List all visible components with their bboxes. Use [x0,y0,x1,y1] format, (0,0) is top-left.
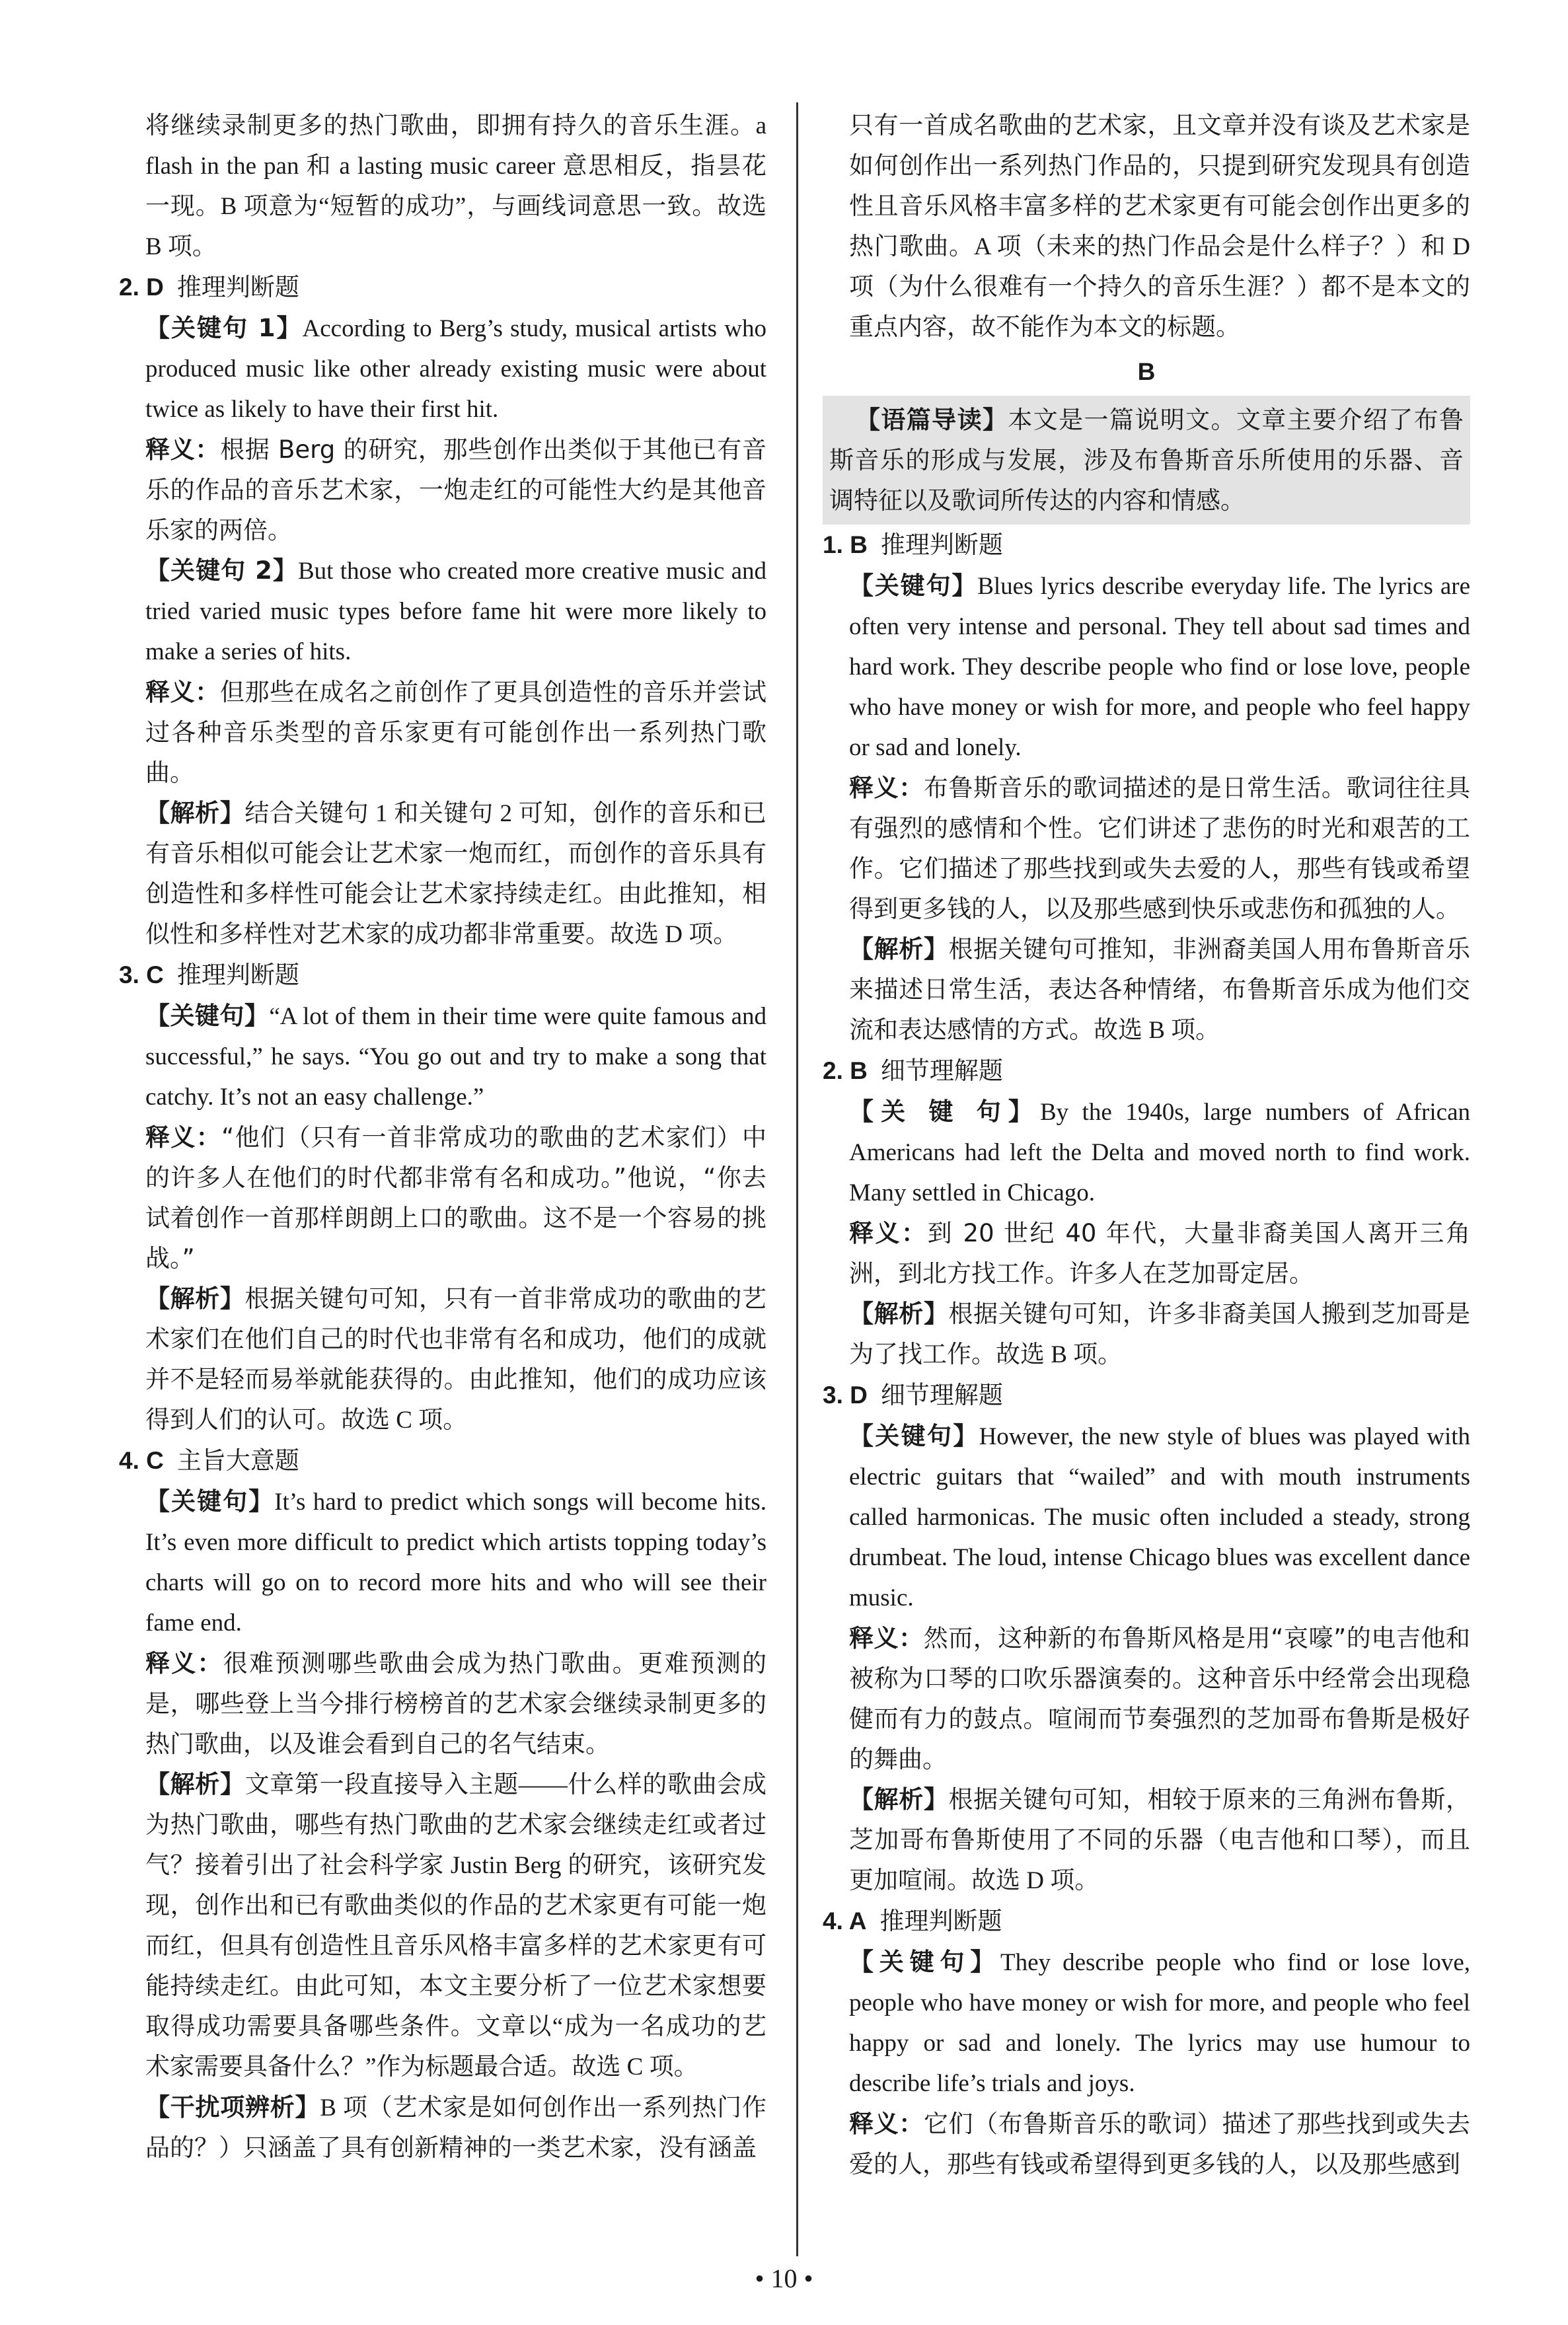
page-number: • 10 • [755,2264,813,2293]
b-question-2-heading: 2. B 细节理解题 [823,1056,1003,1085]
question-2-analysis: 【解析】结合关键句 1 和关键句 2 可知，创作的音乐和已有音乐相似可能会让艺术家一炮而红，而创作的音乐具有创造性和多样性可能会让艺术家持续走红。由此推知，相似性和多样性对艺术家的成功都非常重要。故选 D 项。 [145,799,767,948]
question-3-analysis: 【解析】根据关键句可知，只有一首非常成功的歌曲的艺术家们在他们自己的时代也非常有名和成功，他们的成就并不是轻而易举就能获得的。由此推知，他们的成功应该得到人们的认可。故选 C 项。 [145,1284,766,1434]
section-b-title: B [1137,358,1156,385]
b-question-2-explanation: 释义：到 20 世纪 40 年代，大量非裔美国人离开三角洲，到北方找工作。许多人在芝加哥定居。 [849,1219,1470,1288]
b-question-1-key-sentence: 【关键句】Blues lyrics describe everyday life. The lyrics are often very intense and personal. They tell about sad times and hard work. They describe people who find or lose love, people who have money or wish for more, and people who feel happy or sad and lonely. [849,572,1470,761]
key-sentence-2-explanation: 释义：但那些在成名之前创作了更具创造性的音乐并尝试过各种音乐类型的音乐家更有可能创作出一系列热门歌曲。 [145,678,766,787]
b-question-3-heading: 3. D 细节理解题 [823,1381,1003,1409]
b-question-4-heading: 4. A 推理判断题 [823,1907,1002,1935]
question-3-explanation: 释义：“他们（只有一首非常成功的歌曲的艺术家们）中的许多人在他们的时代都非常有名和成功。”他说，“你去试着创作一首那样朗朗上口的歌曲。这不是一个容易的挑战。” [145,1123,767,1273]
left-column [119,106,766,2168]
b-question-4-explanation: 释义：它们（布鲁斯音乐的歌词）描述了那些找到或失去爱的人，那些有钱或希望得到更多钱的人，以及那些感到 [849,2110,1470,2178]
question-3-key-sentence: 【关键句】“A lot of them in their time were quite famous and successful,” he says. “You go out and try to make a song that catchy. It’s not an easy challenge.” [145,1002,766,1111]
b-question-3-analysis: 【解析】根据关键句可知，相较于原来的三角洲布鲁斯，芝加哥布鲁斯使用了不同的乐器（电吉他和口琴），而且更加喧闹。故选 D 项。 [849,1785,1470,1894]
question-3-heading: 3. C 推理判断题 [119,961,299,989]
b-question-1-heading: 1. B 推理判断题 [823,531,1003,559]
question-4-distractor-analysis: 【干扰项辨析】B 项（艺术家是如何创作出一系列热门作品的？）只涵盖了具有创新精神的一类艺术家，没有涵盖 [145,2093,767,2162]
b-question-1-analysis: 【解析】根据关键句可推知，非洲裔美国人用布鲁斯音乐来描述日常生活，表达各种情绪，布鲁斯音乐成为他们交流和表达感情的方式。故选 B 项。 [849,935,1470,1044]
right-column [823,106,1470,2184]
question-4-key-sentence: 【关键句】It’s hard to predict which songs will become hits. It’s even more difficult to predict which artists topping today’s charts will go on to record more hits and who will see their fame end. [145,1487,766,1637]
key-sentence-2: 【关键句 2】But those who created more creative music and tried varied music types before fame hit were more likely to make a series of hits. [145,556,766,665]
b-question-3-key-sentence: 【关键句】However, the new style of blues was played with electric guitars that “wailed” and with mouth instruments called harmonicas. The music often included a steady, strong drumbeat. The loud, intense Chicago blues was excellent dance music. [849,1422,1471,1611]
b-question-4-key-sentence: 【关键句】They describe people who find or lose love, people who have money or wish for more, and people who feel happy or sad and lonely. The lyrics may use humour to describe life’s trials and joys. [849,1948,1470,2097]
continued-paragraph: 只有一首成名歌曲的艺术家，且文章并没有谈及艺术家是如何创作出一系列热门作品的，只提到研究发现具有创造性且音乐风格丰富多样的艺术家更有可能会创作出更多的热门歌曲。A 项（未来的热门作品会是什么样子？）和 D 项（为什么很难有一个持久的音乐生涯？）都不是本文的重点内容，故不能作为本文的标题。 [849,112,1470,341]
passage-guide: 【语篇导读】本文是一篇说明文。文章主要介绍了布鲁斯音乐的形成与发展，涉及布鲁斯音乐所使用的乐器、音调特征以及歌词所传达的内容和情感。 [823,396,1470,525]
question-2-heading: 2. D 推理判断题 [119,273,299,301]
b-question-1-explanation: 释义：布鲁斯音乐的歌词描述的是日常生活。歌词往往具有强烈的感情和个性。它们讲述了悲伤的时光和艰苦的工作。它们描述了那些找到或失去爱的人，那些有钱或希望得到更多钱的人，以及那些感到快乐或悲伤和孤独的人。 [849,774,1470,923]
column-divider [796,102,798,2256]
question-4-analysis: 【解析】文章第一段直接导入主题——什么样的歌曲会成为热门歌曲，哪些有热门歌曲的艺术家会继续走红或者过气？接着引出了社会科学家 Justin Berg 的研究，该研究发现，创作出和已有歌曲类似的作品的艺术家更有可能一炮而红，但具有创造性且音乐风格丰富多样的艺术家更有可能持续走红。由此可知，本文主要分析了一位艺术家想要取得成功需要具备哪些条件。文章以“成为一名成功的艺术家需要具备什么？”作为标题最合适。故选 C 项。 [145,1770,766,2081]
b-question-2-key-sentence: 【关 键 句】By the 1940s, large numbers of African Americans had left the Delta and moved north to find work. Many settled in Chicago. [849,1097,1470,1206]
key-sentence-1: 【关键句 1】According to Berg’s study, musical artists who produced music like other already existing music were about twice as likely to have their first hit. [145,314,766,423]
intro-paragraph: 将继续录制更多的热门歌曲，即拥有持久的音乐生涯。a flash in the pan 和 a lasting music career 意思相反，指昙花一现。B 项意为“短暂的成功”，与画线词意思一致。故选 B 项。 [145,112,766,260]
b-question-3-explanation: 释义：然而，这种新的布鲁斯风格是用“哀嚎”的电吉他和被称为口琴的口吹乐器演奏的。这种音乐中经常会出现稳健而有力的鼓点。喧闹而节奏强烈的芝加哥布鲁斯是极好的舞曲。 [849,1624,1470,1773]
key-sentence-1-explanation: 释义：根据 Berg 的研究，那些创作出类似于其他已有音乐的作品的音乐艺术家，一炮走红的可能性大约是其他音乐家的两倍。 [145,435,766,544]
b-question-2-analysis: 【解析】根据关键句可知，许多非裔美国人搬到芝加哥是为了找工作。故选 B 项。 [849,1300,1470,1368]
question-4-heading: 4. C 主旨大意题 [119,1446,299,1475]
question-4-explanation: 释义：很难预测哪些歌曲会成为热门歌曲。更难预测的是，哪些登上当今排行榜榜首的艺术家会继续录制更多的热门歌曲，以及谁会看到自己的名气结束。 [145,1649,767,1758]
